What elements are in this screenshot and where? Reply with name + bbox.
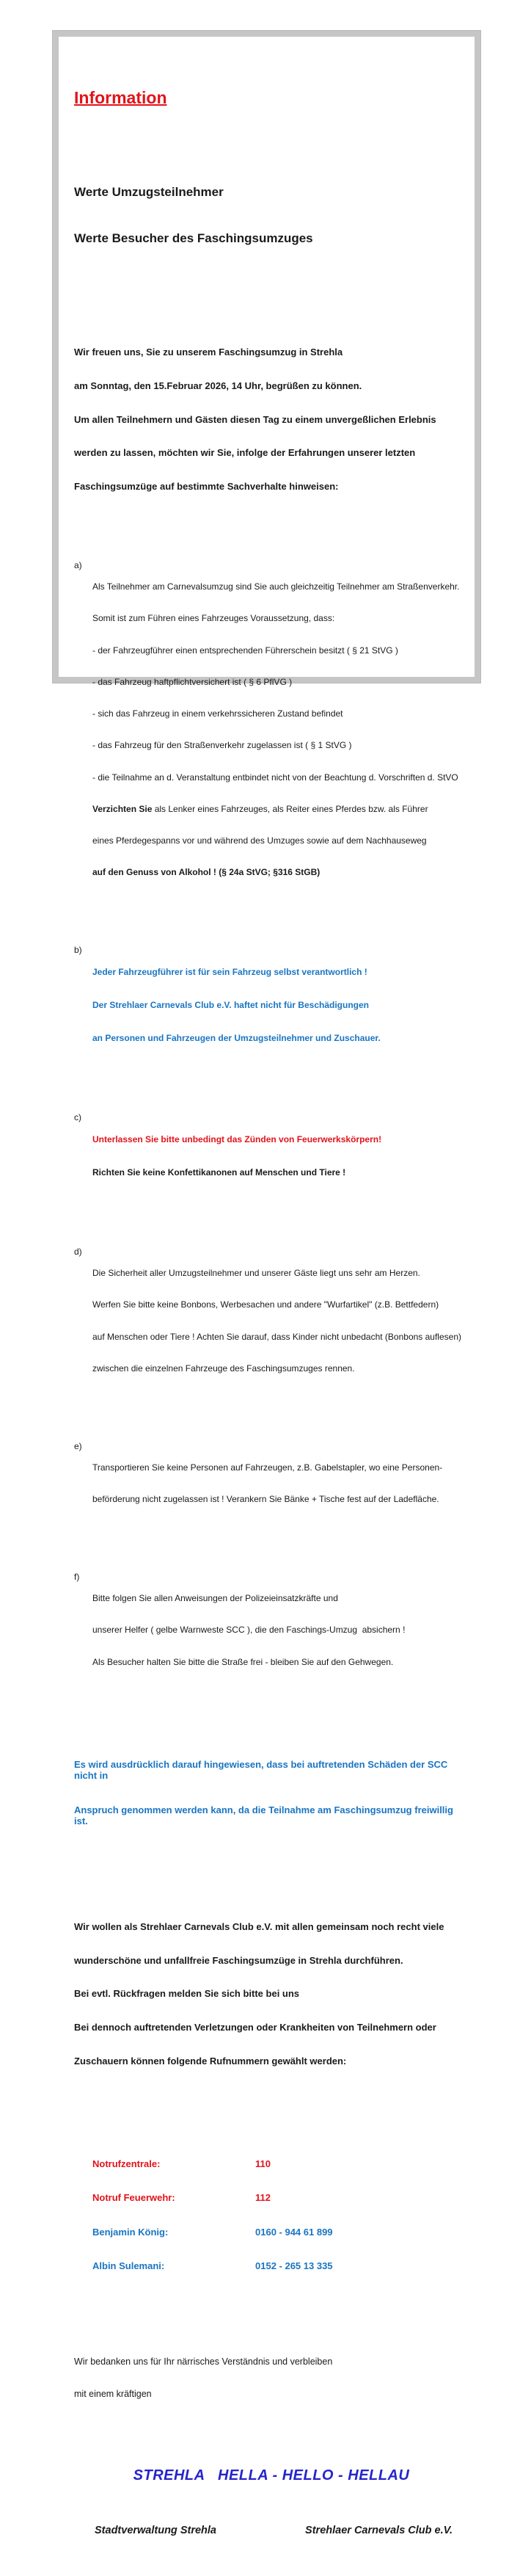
contact-row [74, 2158, 469, 2169]
item-c-fireworks-line: Unterlassen Sie bitte unbedingt das Zünden von Feuerwerkskörpern! [92, 1134, 382, 1145]
contact-label: Notruf Feuerwehr: [92, 2192, 175, 2204]
item-body-d [92, 1247, 469, 1395]
item-d-line: Werfen Sie bitte keine Bonbons, Werbesachen und andere "Wurfartikel" (z.B. Bettfedern) [92, 1299, 439, 1310]
item-b-line: Der Strehlaer Carnevals Club e.V. haftet nicht für Beschädigungen [92, 1000, 369, 1011]
item-e-line: beförderung nicht zugelassen ist ! Verankern Sie Bänke + Tische fest auf der Ladefläche. [92, 1494, 439, 1505]
contact-number: 0160 - 944 61 899 [255, 2226, 333, 2238]
contact-label: Benjamin König: [92, 2226, 169, 2238]
closing-paragraph [74, 1899, 469, 2089]
closing-line: Bei dennoch auftretenden Verletzungen oder Krankheiten von Teilnehmern oder [74, 2022, 436, 2033]
item-b-line: an Personen und Fahrzeugen der Umzugsteilnehmer und Zuschauer. [92, 1033, 381, 1044]
item-a-warning-line: eines Pferdegespanns vor und während des Umzuges sowie auf dem Nachhauseweg [92, 835, 427, 846]
thanks-paragraph [74, 2335, 469, 2421]
item-e-line: Transportieren Sie keine Personen auf Fahrzeugen, z.B. Gabelstapler, wo eine Personen- [92, 1462, 443, 1473]
item-a-warning-alcohol: auf den Genuss von Alkohol ! (§ 24a StVG; §316 StGB) [92, 867, 321, 878]
disclaimer-line: Es wird ausdrücklich darauf hingewiesen, dass bei auftretenden Schäden der SCC nicht in [74, 1758, 450, 1782]
intro-line: werden zu lassen, möchten wir Sie, infolge der Erfahrungen unserer letzten [74, 447, 416, 459]
item-marker-a: a) [74, 560, 82, 571]
item-a-bullet: - das Fahrzeug für den Straßenverkehr zugelassen ist ( § 1 StVG ) [92, 740, 352, 751]
item-a-warning-bold: Verzichten Sie [92, 803, 153, 814]
list-item-a [74, 560, 469, 899]
disclaimer-line: Anspruch genommen werden kann, da die Teilnahme am Faschingsumzug freiwillig ist. [74, 1804, 456, 1827]
item-f-line: Als Besucher halten Sie bitte die Straße frei - bleiben Sie auf den Gehwegen. [92, 1656, 394, 1667]
list-item-b [74, 945, 469, 1066]
item-d-line: zwischen die einzelnen Fahrzeuge des Faschingsumzuges rennen. [92, 1363, 355, 1374]
contact-label: Notrufzentrale: [92, 2158, 161, 2170]
item-a-line: Somit ist zum Führen eines Fahrzeuges Voraussetzung, dass: [92, 613, 335, 624]
signature-right: Strehlaer Carnevals Club e.V. [305, 2524, 453, 2536]
closing-line: wunderschöne und unfallfreie Faschingsumzüge in Strehla durchführen. [74, 1954, 403, 1966]
item-d-line: Die Sicherheit aller Umzugsteilnehmer und unserer Gäste liegt uns sehr am Herzen. [92, 1268, 420, 1279]
item-marker-e: e) [74, 1441, 82, 1452]
item-a-warning-line [92, 804, 469, 814]
salutation-line-1: Werte Umzugsteilnehmer [74, 185, 224, 199]
list-item-c [74, 1112, 469, 1200]
list-item-f [74, 1572, 469, 1688]
item-a-bullet: - sich das Fahrzeug in einem verkehrssicheren Zustand befindet [92, 708, 343, 719]
thanks-line: mit einem kräftigen [74, 2388, 152, 2399]
contact-number: 0152 - 265 13 335 [255, 2260, 333, 2271]
emergency-contact-list [74, 2136, 469, 2294]
item-a-bullet: - der Fahrzeugführer einen entsprechenden Führerschein besitzt ( § 21 StVG ) [92, 645, 398, 656]
item-body-c [92, 1112, 469, 1200]
contact-number: 112 [255, 2192, 271, 2204]
list-item-d [74, 1247, 469, 1395]
item-marker-b: b) [74, 945, 82, 956]
item-a-line: Als Teilnehmer am Carnevalsumzug sind Sie auch gleichzeitig Teilnehmer am Straßenverkehr. [92, 581, 460, 592]
signature-row [74, 2524, 469, 2536]
item-d-line: auf Menschen oder Tiere ! Achten Sie darauf, dass Kinder nicht unbedacht (Bonbons auflesen) [92, 1331, 461, 1342]
item-body-f [92, 1572, 469, 1688]
item-a-bullet: - das Fahrzeug haftpflichtversichert ist ( § 6 PflVG ) [92, 676, 293, 687]
item-a-bullet: - die Teilnahme an d. Veranstaltung entbindet nicht von der Beachtung d. Vorschriften d. StVO [92, 772, 458, 783]
contact-row [74, 2192, 469, 2203]
closing-line: Bei evtl. Rückfragen melden Sie sich bitte bei uns [74, 1988, 300, 2000]
document-frame [53, 31, 480, 2536]
item-f-line: Bitte folgen Sie allen Anweisungen der Polizeieinsatzkräfte und [92, 1593, 338, 1604]
intro-line: Wir freuen uns, Sie zu unserem Faschingsumzug in Strehla [74, 347, 343, 358]
item-c-confetti-line: Richten Sie keine Konfettikanonen auf Menschen und Tiere ! [92, 1167, 346, 1178]
item-marker-f: f) [74, 1572, 80, 1583]
thanks-line: Wir bedanken uns für Ihr närrisches Verständnis und verbleiben [74, 2357, 333, 2368]
intro-line: am Sonntag, den 15.Februar 2026, 14 Uhr, begrüßen zu können. [74, 380, 362, 392]
contact-row [74, 2227, 469, 2238]
salutation-block [74, 153, 469, 277]
signature-left: Stadtverwaltung Strehla [95, 2524, 216, 2536]
item-b-line: Jeder Fahrzeugführer ist für sein Fahrzeug selbst verantwortlich ! [92, 967, 367, 978]
item-body-b [92, 945, 469, 1066]
item-body-a [92, 560, 469, 899]
item-body-e [92, 1441, 469, 1525]
item-marker-c: c) [74, 1112, 81, 1123]
salutation-line-2: Werte Besucher des Faschingsumzuges [74, 231, 313, 245]
list-item-e [74, 1441, 469, 1525]
contact-row [74, 2260, 469, 2271]
liability-disclaimer [74, 1736, 469, 1850]
contact-label: Albin Sulemani: [92, 2260, 165, 2271]
contact-number: 110 [255, 2158, 271, 2170]
closing-line: Wir wollen als Strehlaer Carnevals Club e.V. mit allen gemeinsam noch recht viele [74, 1921, 444, 1933]
page-title: Information [74, 88, 167, 107]
item-a-warning-rest: als Lenker eines Fahrzeuges, als Reiter eines Pferdes bzw. als Führer [152, 803, 428, 814]
item-marker-d: d) [74, 1247, 82, 1258]
closing-line: Zuschauern können folgende Rufnummern gewählt werden: [74, 2055, 347, 2067]
intro-paragraph [74, 324, 469, 514]
item-f-line: unserer Helfer ( gelbe Warnweste SCC ), die den Faschings-Umzug absichern ! [92, 1625, 406, 1636]
carnival-slogan: STREHLA HELLA - HELLO - HELLAU [133, 2467, 410, 2484]
intro-line: Faschingsumzüge auf bestimmte Sachverhalte hinweisen: [74, 480, 339, 492]
intro-line: Um allen Teilnehmern und Gästen diesen Tag zu einem unvergeßlichen Erlebnis [74, 413, 436, 425]
document-content [59, 37, 475, 2576]
